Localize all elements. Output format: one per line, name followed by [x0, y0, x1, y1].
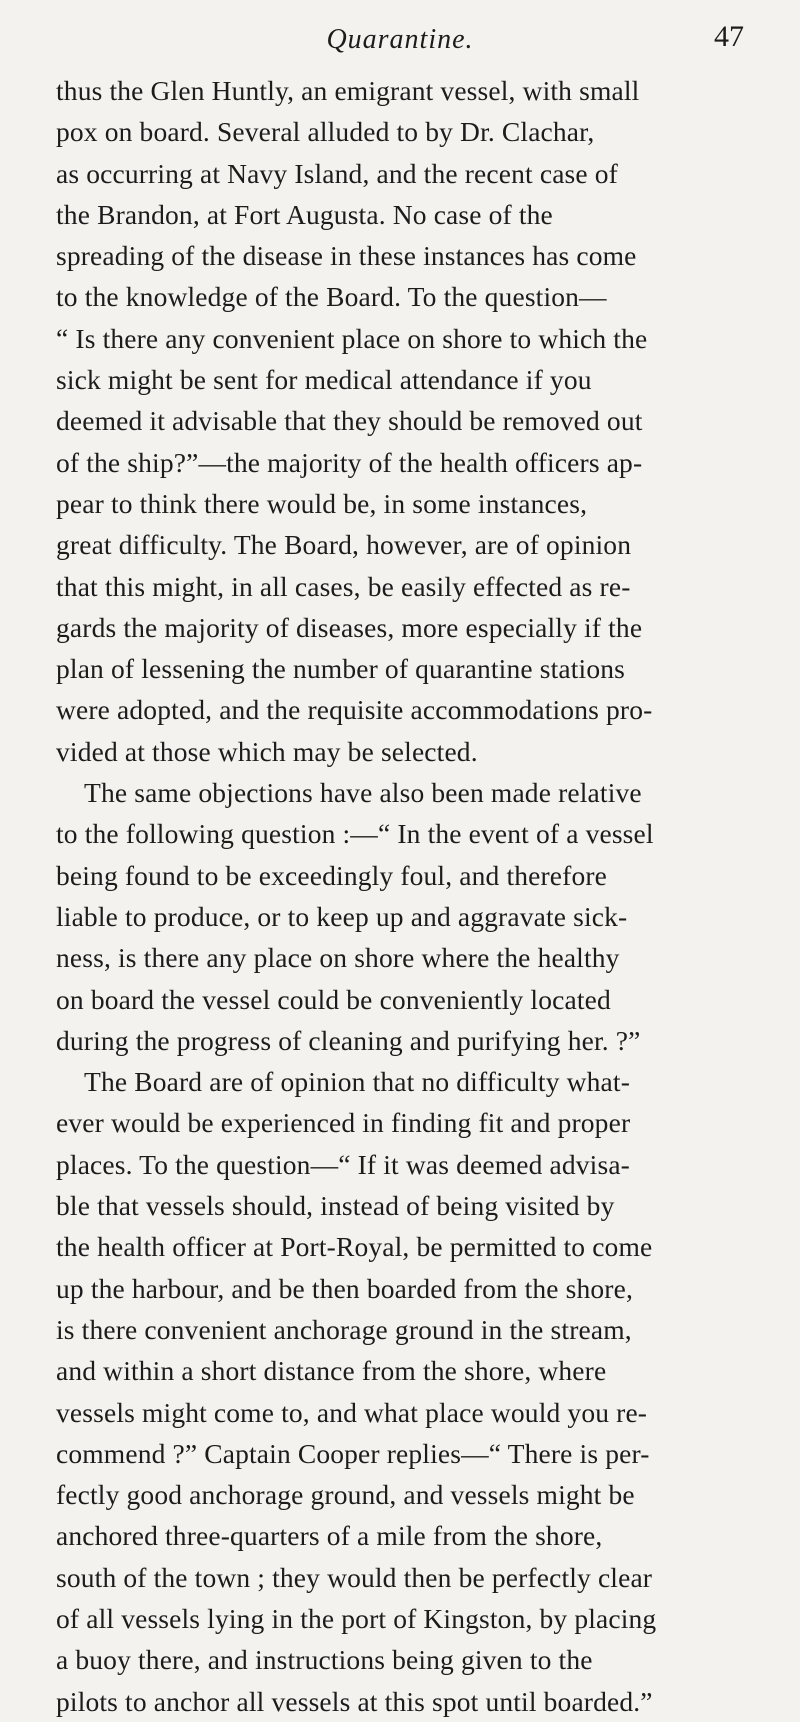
text-line: spreading of the disease in these instances has come: [56, 240, 637, 272]
text-line: deemed it advisable that they should be removed out: [56, 405, 643, 437]
text-line: the health officer at Port-Royal, be permitted to come: [56, 1231, 653, 1263]
text-line: thus the Glen Huntly, an emigrant vessel, with small: [56, 75, 640, 106]
text-line: liable to produce, or to keep up and aggravate sick-: [56, 900, 628, 932]
page-number: 47: [714, 20, 744, 53]
text-line: commend ?” Captain Cooper replies—“ There is per-: [56, 1437, 650, 1469]
text-line: a buoy there, and instructions being given to the: [56, 1644, 593, 1676]
text-line: is there convenient anchorage ground in the stream,: [56, 1313, 632, 1345]
text-line: The Board are of opinion that no difficulty what-: [84, 1066, 631, 1098]
text-line: places. To the question—“ If it was deemed advisa-: [56, 1148, 630, 1180]
running-title: Quarantine.: [326, 24, 474, 55]
text-line: plan of lessening the number of quarantine stations: [56, 653, 625, 685]
body-text: [56, 70, 796, 1722]
text-line: up the harbour, and be then boarded from the shore,: [56, 1272, 633, 1304]
text-line: pox on board. Several alluded to by Dr. Clachar,: [56, 116, 595, 148]
text-line: of all vessels lying in the port of Kingston, by placing: [56, 1602, 657, 1634]
text-line: on board the vessel could be conveniently located: [56, 983, 611, 1015]
text-line: to the knowledge of the Board. To the question—: [56, 281, 607, 313]
text-line: during the progress of cleaning and purifying her. ?”: [56, 1024, 641, 1056]
text-line: The same objections have also been made relative: [84, 777, 642, 809]
text-line: anchored three-quarters of a mile from the shore,: [56, 1520, 603, 1552]
text-line: ever would be experienced in finding fit and proper: [56, 1107, 631, 1139]
text-line: vided at those which may be selected.: [56, 735, 478, 767]
text-line: ble that vessels should, instead of being visited by: [56, 1190, 615, 1222]
text-line: sick might be sent for medical attendance if you: [56, 364, 592, 396]
text-line: to the following question :—“ In the event of a vessel: [56, 818, 654, 850]
text-line: gards the majority of diseases, more especially if the: [56, 611, 643, 643]
text-line: being found to be exceedingly foul, and therefore: [56, 859, 608, 891]
text-line: vessels might come to, and what place would you re-: [56, 1396, 648, 1428]
text-line: and within a short distance from the shore, where: [56, 1355, 607, 1387]
text-line: great difficulty. The Board, however, are of opinion: [56, 529, 632, 561]
text-line: of the ship?”—the majority of the health officers ap-: [56, 446, 643, 478]
text-line: as occurring at Navy Island, and the recent case of: [56, 157, 618, 189]
text-line: ness, is there any place on shore where the healthy: [56, 942, 620, 974]
text-line: south of the town ; they would then be perfectly clear: [56, 1561, 653, 1593]
running-header: [0, 20, 800, 64]
text-line: “ Is there any convenient place on shore to which the: [56, 322, 648, 354]
text-line: fectly good anchorage ground, and vessels might be: [56, 1479, 635, 1511]
text-line: the Brandon, at Fort Augusta. No case of the: [56, 198, 553, 230]
text-line: were adopted, and the requisite accommodations pro-: [56, 694, 653, 726]
text-line: pilots to anchor all vessels at this spot until boarded.”: [56, 1685, 653, 1717]
text-line: that this might, in all cases, be easily effected as re-: [56, 570, 631, 602]
text-line: pear to think there would be, in some instances,: [56, 487, 588, 519]
